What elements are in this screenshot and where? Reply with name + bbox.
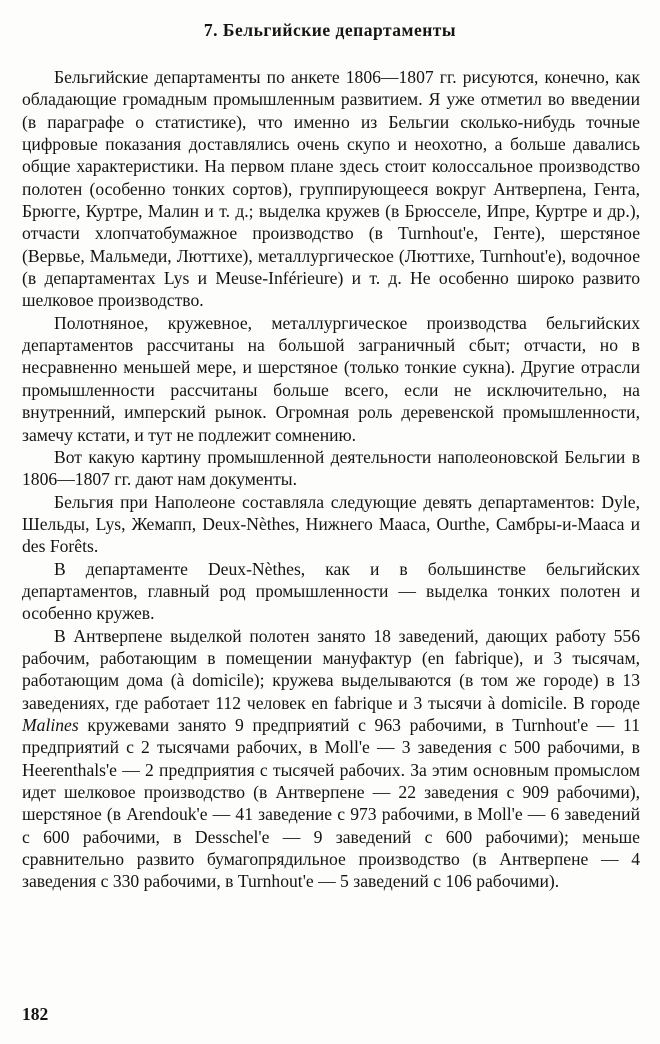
section-heading: 7. Бельгийские департаменты (203, 20, 457, 40)
paragraph-2: Полотняное, кружевное, металлургическое производства бельгийских департаментов рассчитаны на большой заграничный сбыт; отчасти, но в несравненно меньшей мере, и шерстяное (только тонкие сукна). Другие отрасли промышленности рассчитаны больше всего, если не исключительно, на внутренний, имперский рынок. Огромная роль деревенской промышленности, замечу кстати, и тут не подлежит сомнению. (22, 312, 640, 445)
paragraph-5: В департаменте Deux-Nèthes, как и в большинстве бельгийских департаментов, главный род промышленности — выделка тонких полотен и особенно кружев. (22, 558, 640, 624)
paragraph-6-part2: кружевами занято 9 предприятий с 963 рабочими, в Turnhout'e — 11 предприятий с 2 тысячами рабочих, в Moll'e — 3 заведения с 500 рабочими, в Heerenthals'e — 2 предприятия с тысячей рабочих. За этим основным промыслом идет шелковое производство (в Антверпене — 22 заведения с 909 рабочими), шерстяное (в Arendouk'e — 41 заведение с 973 рабочими, в Moll'e — 6 заведений с 600 рабочими, в Desschel'e — 9 заведений с 600 рабочими); меньше сравнительно развито бумагопрядильное производство (в Антверпене — 4 заведения с 330 рабочими, в Turnhout'e — 5 заведений с 106 рабочими). (22, 714, 640, 892)
body-text (22, 66, 640, 893)
paragraph-1: Бельгийские департаменты по анкете 1806—1807 гг. рисуются, конечно, как обладающие громадным промышленным развитием. Я уже отметил во введении (в параграфе о статистике), что именно из Бельгии сколько-нибудь точные цифровые показания доставлялись очень скупо и неохотно, а больше давались общие характеристики. На первом плане здесь стоит колоссальное производство полотен (особенно тонких сортов), группирующееся вокруг Антверпена, Гента, Брюгге, Куртре, Малин и т. д.; выделка кружев (в Брюсселе, Ипре, Куртре и др.), отчасти хлопчатобумажное производство (в Turnhout'e, Генте), шерстяное (Вервье, Мальмеди, Люттихе), металлургическое (Люттихе, Turnhout'e), водочное (в департаментах Lys и Meuse-Inférieure) и т. д. Не особенно широко развито шелковое производство. (22, 67, 640, 311)
paragraph-4: Бельгия при Наполеоне составляла следующие девять департаментов: Dyle, Шельды, Lys, Жемапп, Deux-Nèthes, Нижнего Мааса, Ourthe, Самбры-и-Мааса и des Forêts. (22, 491, 640, 557)
paragraph-6-part1: В Антверпене выделкой полотен занято 18 заведений, дающих работу 556 рабочим, работающим в помещении мануфактур (en fabrique), и 3 тысячам, работающим дома (à domicile); кружева выделываются (в том же городе) в 13 заведениях, где работает 112 человек en fabrique и 3 тысячи à domicile. В городе (22, 625, 640, 713)
page-number: 182 (22, 1004, 49, 1024)
paragraph-6 (22, 625, 640, 893)
italic-city-name: Malines (22, 714, 79, 735)
paragraph-3: Вот какую картину промышленной деятельности наполеоновской Бельгии в 1806—1807 гг. дают нам документы. (22, 446, 640, 490)
